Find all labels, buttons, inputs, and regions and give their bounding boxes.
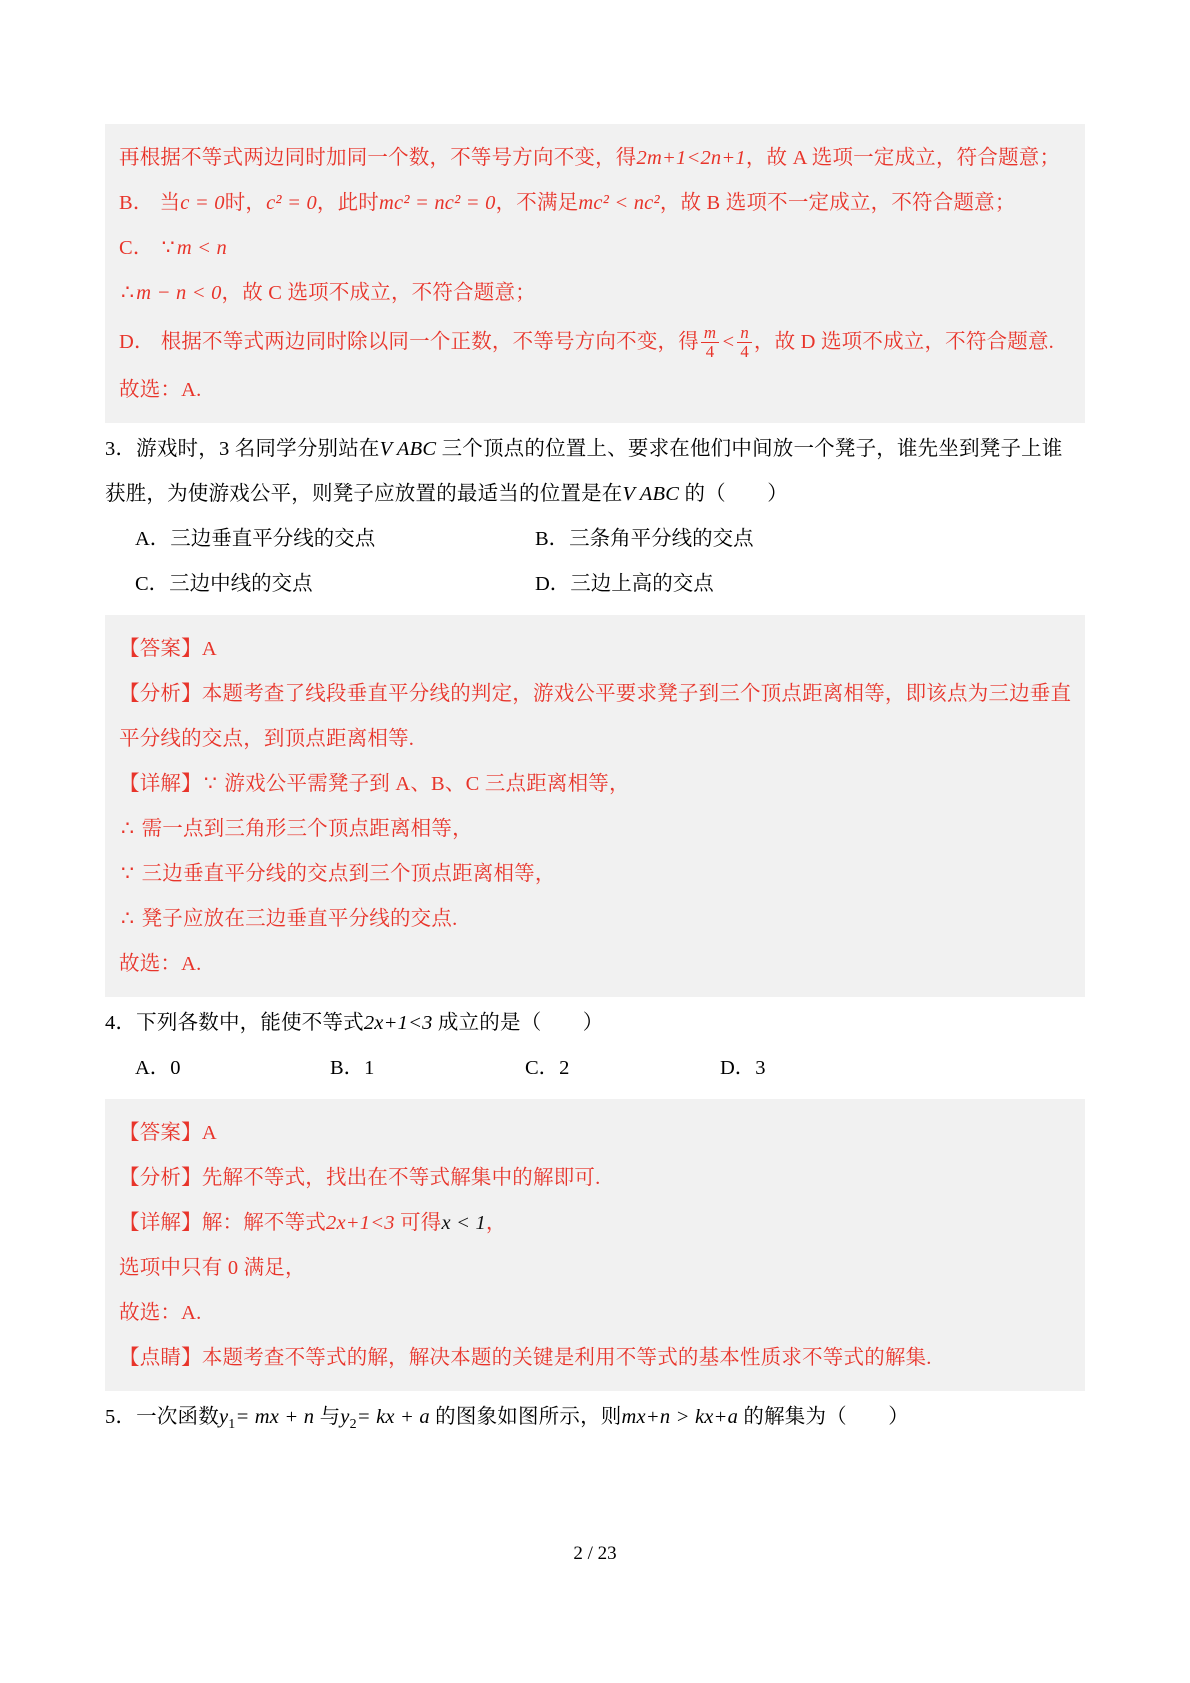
detail-label: 【详解】 xyxy=(119,1212,202,1234)
question-3-answer-block xyxy=(105,615,1085,997)
q2-line-4-expression: m − n < 0 xyxy=(136,282,222,304)
question-4-analysis xyxy=(119,1156,1071,1201)
question-5-stem-c: 的图象如图所示，则 xyxy=(435,1406,622,1428)
detail-expression-2: x < 1 xyxy=(441,1212,486,1234)
question-4-insight xyxy=(119,1336,1071,1381)
question-3-detail-line-1 xyxy=(119,762,1071,807)
question-3-answer xyxy=(119,627,1071,672)
analysis-label: 【分析】 xyxy=(119,1167,202,1189)
q2-line-2-expr-4: mc² < nc² xyxy=(578,192,660,214)
q2-line-5-relation: < xyxy=(721,331,736,353)
question-5 xyxy=(105,1391,1085,1442)
question-3-option-b[interactable]: B．三条角平分线的交点 xyxy=(535,528,754,550)
q2-line-5 xyxy=(119,316,1071,368)
fraction-n-over-4 xyxy=(737,324,752,361)
answer-value: A xyxy=(201,1122,217,1144)
question-4-option-a[interactable]: A．0 xyxy=(135,1057,181,1079)
triangle-abc-label: V ABC xyxy=(379,438,437,460)
q2-option-b-label: B． xyxy=(119,192,154,214)
question-5-expression-1: $y_1=$ mx + n xyxy=(218,1406,315,1433)
question-3-stem-b: 三个顶点的位置上、要求在他们中间放一个凳子，谁先坐到凳子上谁 xyxy=(441,438,1063,460)
question-5-expression-2: $y_2=$ kx + a xyxy=(340,1406,430,1433)
detail-text-a: 解：解不等式 xyxy=(201,1212,327,1234)
question-4-answer xyxy=(119,1111,1071,1156)
analysis-label: 【分析】 xyxy=(119,683,202,705)
q2-line-5-a: 根据不等式两边同时除以同一个正数，不等号方向不变，得 xyxy=(160,331,699,353)
question-4-stem-b: 成立的是（ ） xyxy=(437,1012,604,1034)
question-3-option-c[interactable]: C．三边中线的交点 xyxy=(135,573,313,595)
answer-label: 【答案】 xyxy=(119,1122,202,1144)
page-footer: 2 / 23 xyxy=(573,1543,617,1564)
question-3-stem-line-2 xyxy=(105,472,1085,517)
analysis-text: 先解不等式，找出在不等式解集中的解即可. xyxy=(201,1167,601,1189)
because-symbol: ∵ xyxy=(203,773,218,795)
q2-line-2-c: ，此时 xyxy=(316,192,380,214)
q2-line-3 xyxy=(119,226,1071,271)
q2-line-2-expr-2: c² = 0 xyxy=(266,192,317,214)
question-3-conclusion: 故选：A. xyxy=(119,953,202,975)
q2-line-1-expression: 2m+1<2n+1 xyxy=(636,147,746,169)
question-3-detail-line-3 xyxy=(119,852,1071,897)
therefore-symbol: ∴ xyxy=(121,818,135,840)
q2-line-2-a: 当 xyxy=(159,192,181,214)
question-5-stem xyxy=(105,1395,1085,1440)
question-3-option-a[interactable]: A．三边垂直平分线的交点 xyxy=(135,528,376,550)
q2-conclusion: 故选：A. xyxy=(119,379,202,401)
question-4 xyxy=(105,997,1085,1093)
q2-line-2-expr-1: c = 0 xyxy=(180,192,225,214)
detail-text: 凳子应放在三边垂直平分线的交点. xyxy=(141,908,458,930)
question-3-options-row-2 xyxy=(105,562,1085,607)
question-5-stem-a: 5．一次函数 xyxy=(105,1406,219,1428)
detail-expression-1: 2x+1<3 xyxy=(326,1212,395,1234)
question-4-option-c[interactable]: C．2 xyxy=(525,1057,570,1079)
q2-line-2-e: ，故 B 选项不一定成立，不符合题意； xyxy=(659,192,1016,214)
fraction-denominator: 4 xyxy=(737,342,752,361)
insight-label: 【点睛】 xyxy=(119,1347,202,1369)
detail-text-b: 可得 xyxy=(400,1212,442,1234)
question-5-stem-d: 的解集为（ ） xyxy=(743,1406,909,1428)
q2-line-5-tail: ，故 D 选项不成立，不符合题意. xyxy=(753,331,1055,353)
question-3-options-row-1 xyxy=(105,517,1085,562)
fraction-numerator: m xyxy=(703,322,717,342)
question-3-analysis-line-1 xyxy=(119,672,1071,717)
question-3-stem-a: 3．游戏时，3 名同学分别站在 xyxy=(105,438,380,460)
question-2-answer-block xyxy=(105,124,1085,423)
question-4-option-d[interactable]: D．3 xyxy=(720,1057,766,1079)
question-4-answer-block xyxy=(105,1099,1085,1391)
q2-line-1-tail: ，故 A 选项一定成立，符合题意； xyxy=(745,147,1061,169)
q2-line-2-b: 时， xyxy=(224,192,267,214)
q2-option-c-label: C． xyxy=(119,237,154,259)
analysis-text: 本题考查了线段垂直平分线的判定，游戏公平要求凳子到三个顶点距离相等，即该点为三边垂直 xyxy=(201,683,1072,705)
question-3 xyxy=(105,423,1085,609)
q2-line-4-tail: ，故 C 选项不成立，不符合题意； xyxy=(221,282,536,304)
detail-text: 三边垂直平分线的交点到三个顶点距离相等， xyxy=(141,863,556,885)
answer-value: A xyxy=(201,638,217,660)
question-4-option-b[interactable]: B．1 xyxy=(330,1057,375,1079)
question-5-expression-3: mx+n > kx+a xyxy=(621,1406,739,1428)
answer-label: 【答案】 xyxy=(119,638,202,660)
question-4-options-row xyxy=(105,1046,1085,1091)
q2-line-1-text: 再根据不等式两边同时加同一个数，不等号方向不变，得 xyxy=(119,147,637,169)
question-3-detail-line-2 xyxy=(119,807,1071,852)
question-3-stem-d: 的（ ） xyxy=(684,483,788,505)
question-4-conclusion: 故选：A. xyxy=(119,1302,202,1324)
question-4-detail xyxy=(119,1201,1071,1246)
detail-text: 需一点到三角形三个顶点距离相等， xyxy=(141,818,473,840)
q2-line-1 xyxy=(119,136,1071,181)
fraction-numerator: n xyxy=(740,322,749,342)
question-3-stem-line-1 xyxy=(105,427,1085,472)
therefore-symbol: ∴ xyxy=(121,282,135,304)
fraction-m-over-4 xyxy=(701,324,719,361)
question-3-detail-line-4 xyxy=(119,897,1071,942)
detail-text: 游戏公平需凳子到 A、B、C 三点距离相等， xyxy=(224,773,630,795)
q2-option-d-label: D． xyxy=(119,331,155,353)
question-4-expression: 2x+1<3 xyxy=(363,1012,433,1034)
detail-label: 【详解】 xyxy=(119,773,202,795)
triangle-abc-label: V ABC xyxy=(622,483,680,505)
q2-line-4 xyxy=(119,271,1071,316)
question-3-analysis-line-2: 平分线的交点，到顶点距离相等. xyxy=(119,728,415,750)
q2-line-2-d: ，不满足 xyxy=(495,192,579,214)
question-3-stem-c: 获胜，为使游戏公平，则凳子应放置的最适当的位置是在 xyxy=(105,483,623,505)
detail-text-c: ， xyxy=(485,1212,507,1234)
question-3-option-d[interactable]: D．三边上高的交点 xyxy=(535,573,714,595)
insight-text: 本题考查不等式的解，解决本题的关键是利用不等式的基本性质求不等式的解集. xyxy=(201,1347,932,1369)
question-4-stem-a: 4．下列各数中，能使不等式 xyxy=(105,1012,364,1034)
question-4-only-zero: 选项中只有 0 满足， xyxy=(119,1257,306,1279)
because-symbol: ∵ xyxy=(121,863,135,885)
because-symbol: ∵ xyxy=(161,237,175,259)
therefore-symbol: ∴ xyxy=(121,908,135,930)
q2-line-2-expr-3: mc² = nc² = 0 xyxy=(379,192,496,214)
question-4-stem xyxy=(105,1001,1085,1046)
q2-line-2 xyxy=(119,181,1071,226)
question-5-stem-b: 与 xyxy=(319,1406,341,1428)
q2-line-3-expression: m < n xyxy=(176,237,227,259)
fraction-denominator: 4 xyxy=(701,342,719,361)
